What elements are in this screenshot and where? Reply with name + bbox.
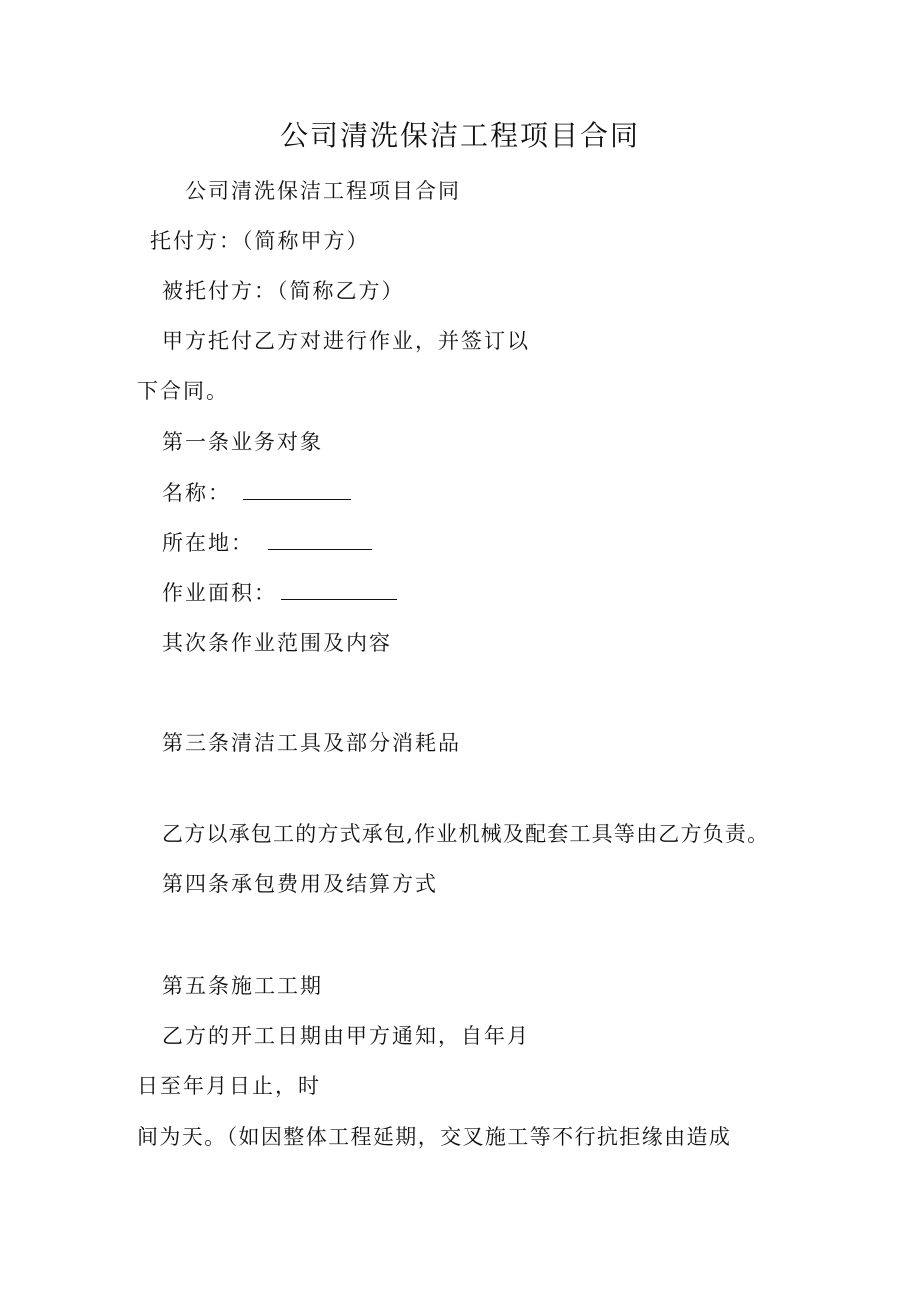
- article-3-heading: 第三条清洁工具及部分消耗品: [162, 731, 461, 755]
- area-field-row: [162, 578, 397, 608]
- article-2-heading: 其次条作业范围及内容: [162, 631, 392, 655]
- subtitle: 公司清洗保洁工程项目合同: [185, 179, 461, 203]
- location-field-row: [162, 528, 372, 558]
- party-b-line: 被托付方：（简称乙方）: [162, 279, 405, 303]
- article-1-heading: 第一条业务对象: [162, 430, 323, 454]
- period-line-3: 间为天。（如因整体工程延期，交叉施工等不行抗拒缘由造成: [137, 1125, 732, 1149]
- area-blank: [281, 579, 397, 600]
- name-blank: [243, 479, 351, 500]
- article-3-body: 乙方以承包工的方式承包,作业机械及配套工具等由乙方负责。: [162, 822, 770, 846]
- area-label: 作业面积：: [162, 581, 277, 605]
- article-4-heading: 第四条承包费用及结算方式: [162, 872, 438, 896]
- party-a-line: 托付方：（简称甲方）: [150, 229, 370, 253]
- name-label: 名称：: [162, 481, 231, 505]
- intro-line-2: 下合同。: [137, 379, 229, 403]
- intro-line-1: 甲方托付乙方对进行作业，并签订以: [162, 329, 530, 353]
- location-blank: [268, 529, 372, 550]
- name-field-row: [162, 478, 351, 508]
- period-line-2: 日至年月日止，时: [137, 1074, 321, 1098]
- document-title: 公司清洗保洁工程项目合同: [279, 119, 640, 152]
- article-5-heading: 第五条施工工期: [162, 974, 323, 998]
- location-label: 所在地：: [162, 531, 254, 555]
- period-line-1: 乙方的开工日期由甲方通知，自年月: [162, 1024, 530, 1048]
